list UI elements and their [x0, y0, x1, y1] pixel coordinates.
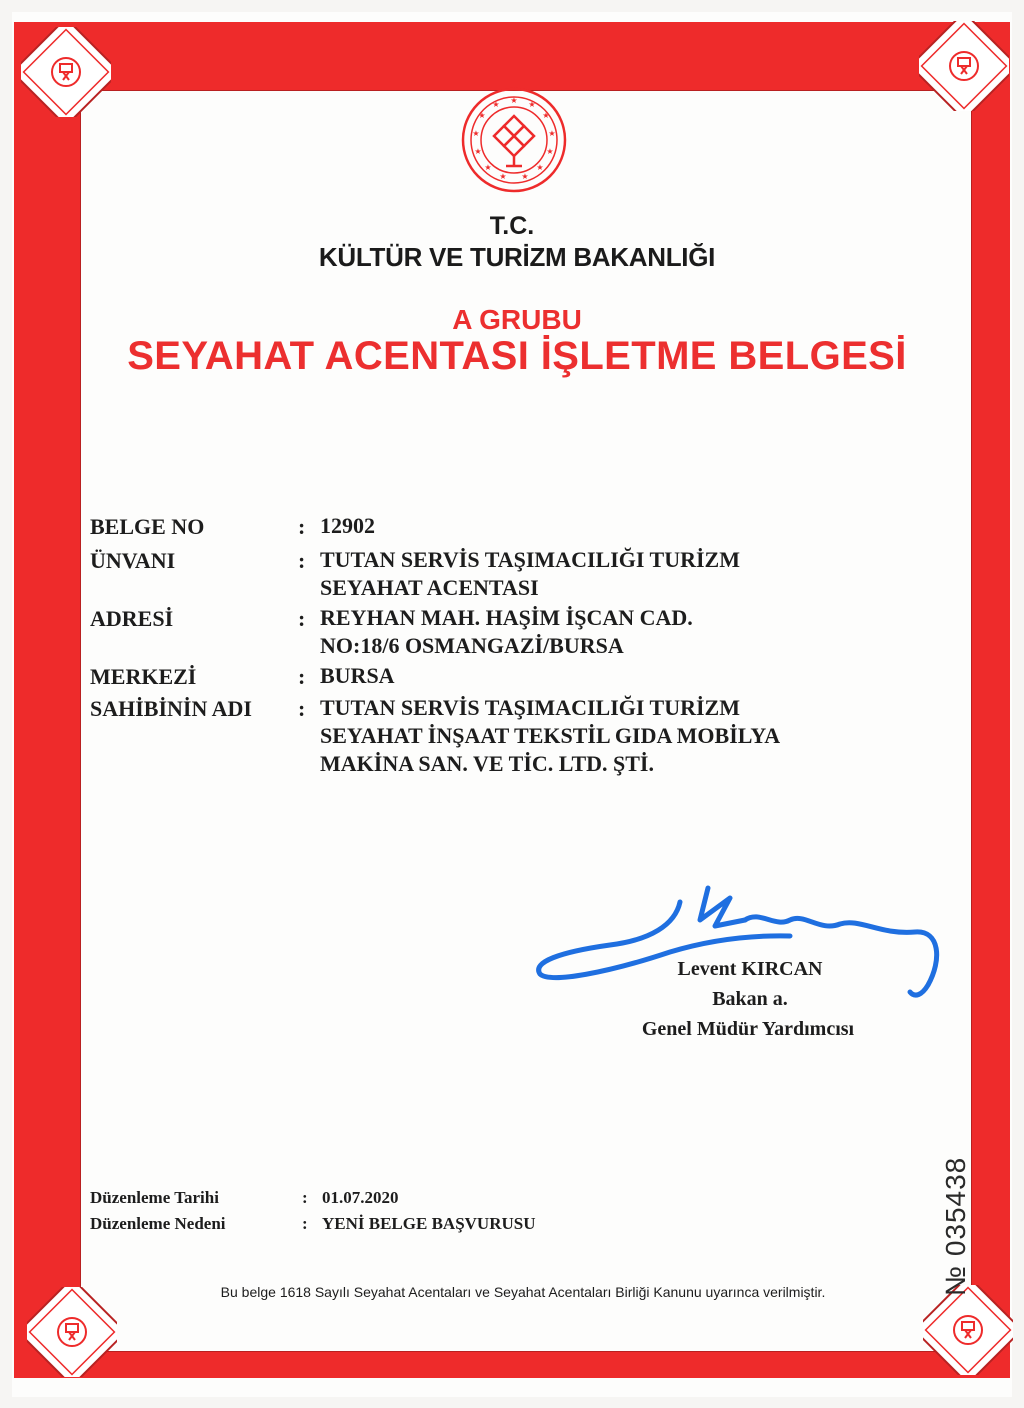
issue-reason-label: Düzenleme Nedeni — [90, 1214, 226, 1233]
issue-reason-value: YENİ BELGE BAŞVURUSU — [322, 1214, 536, 1233]
value-line: 12902 — [320, 513, 375, 538]
signer-name: Levent KIRCAN — [677, 958, 823, 980]
value-line: MAKİNA SAN. VE TİC. LTD. ŞTİ. — [320, 751, 654, 776]
certificate-group: A GRUBU — [452, 304, 582, 335]
field-colon: : — [298, 514, 306, 539]
svg-text:★: ★ — [499, 172, 507, 181]
corner-ornament-bottom-left-icon — [27, 1287, 117, 1377]
serial-number: № 035438 — [940, 1156, 971, 1296]
svg-text:★: ★ — [542, 111, 550, 120]
corner-ornament-top-right-icon — [919, 21, 1009, 111]
field-label: SAHİBİNİN ADI — [90, 696, 252, 721]
field-label: ADRESİ — [90, 606, 174, 631]
svg-text:★: ★ — [546, 147, 554, 156]
certificate-title: SEYAHAT ACENTASI İŞLETME BELGESİ — [127, 334, 907, 378]
issue-date-value: 01.07.2020 — [322, 1188, 399, 1207]
state-abbreviation: T.C. — [489, 212, 535, 240]
svg-text:★: ★ — [536, 163, 544, 172]
field-label: ÜNVANI — [90, 548, 176, 573]
svg-text:★: ★ — [492, 100, 500, 109]
field-value — [320, 662, 900, 690]
svg-text:★: ★ — [478, 111, 486, 120]
field-label: MERKEZİ — [90, 664, 197, 689]
field-label: BELGE NO — [90, 514, 205, 539]
value-line: BURSA — [320, 663, 395, 688]
value-line: SEYAHAT ACENTASI — [320, 575, 539, 600]
corner-ornament-top-left-icon — [21, 27, 111, 117]
ministry-emblem-icon — [460, 86, 568, 194]
issue-reason-colon: : — [302, 1214, 308, 1233]
issue-date-label: Düzenleme Tarihi — [90, 1188, 219, 1207]
field-value — [320, 512, 900, 540]
field-value — [320, 604, 900, 660]
field-colon: : — [298, 664, 306, 689]
value-line: TUTAN SERVİS TAŞIMACILIĞI TURİZM — [320, 695, 740, 720]
svg-text:★: ★ — [548, 129, 556, 138]
svg-text:★: ★ — [521, 172, 529, 181]
svg-text:★: ★ — [472, 129, 480, 138]
value-line: NO:18/6 OSMANGAZİ/BURSA — [320, 633, 624, 658]
issue-date-colon: : — [302, 1188, 308, 1207]
field-colon: : — [298, 696, 306, 721]
field-value — [320, 694, 900, 778]
value-line: SEYAHAT İNŞAAT TEKSTİL GIDA MOBİLYA — [320, 723, 781, 748]
svg-text:★: ★ — [484, 163, 492, 172]
svg-text:★: ★ — [528, 100, 536, 109]
legal-footer: Bu belge 1618 Sayılı Seyahat Acentaları ve Seyahat Acentaları Birliği Kanunu uyarınca verilmiştir. — [220, 1284, 826, 1300]
ministry-name: KÜLTÜR VE TURİZM BAKANLIĞI — [318, 242, 716, 272]
svg-text:★: ★ — [510, 96, 518, 105]
signer-role: Genel Müdür Yardımcısı — [641, 1018, 855, 1040]
svg-text:★: ★ — [474, 147, 482, 156]
field-colon: : — [298, 548, 306, 573]
signer-on-behalf: Bakan a. — [712, 988, 788, 1010]
value-line: TUTAN SERVİS TAŞIMACILIĞI TURİZM — [320, 547, 740, 572]
value-line: REYHAN MAH. HAŞİM İŞCAN CAD. — [320, 605, 693, 630]
field-value — [320, 546, 900, 602]
field-colon: : — [298, 606, 306, 631]
